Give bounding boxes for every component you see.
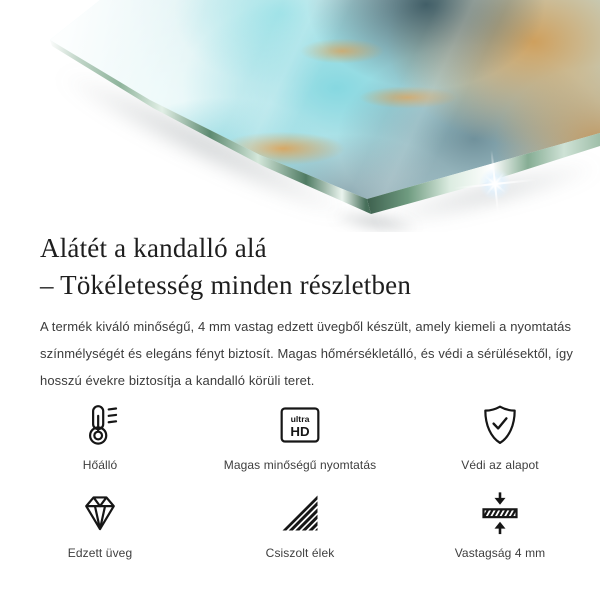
description-line: színmélységét és elegáns fényt biztosít. Magas hőmérsékletálló, és védi a sérülésektől, így	[40, 346, 573, 361]
svg-text:HD: HD	[290, 424, 310, 439]
description-line: A termék kiváló minőségű, 4 mm vastag edzett üvegből készült, amely kiemeli a nyomtatás	[40, 319, 572, 334]
feature-label: Vastagság 4 mm	[454, 546, 546, 560]
product-description	[40, 313, 573, 394]
feature-protects-base	[400, 402, 600, 472]
shield-check-icon	[478, 402, 522, 448]
feature-polished-edges	[200, 490, 400, 560]
feature-print-quality	[200, 402, 400, 472]
description-line: hosszú évekre biztosítja a kandalló körüli teret.	[40, 373, 315, 388]
feature-label: Hőálló	[82, 458, 118, 472]
svg-text:ultra: ultra	[290, 413, 310, 424]
feature-thickness	[400, 490, 600, 560]
polished-edges-icon	[279, 490, 321, 536]
ultra-hd-icon	[278, 402, 322, 448]
feature-tempered-glass	[0, 490, 200, 560]
thickness-icon	[478, 490, 522, 536]
feature-label: Magas minőségű nyomtatás	[223, 458, 377, 472]
title-line-1: Alátét a kandalló alá	[40, 233, 267, 263]
feature-label: Csiszolt élek	[265, 546, 335, 560]
diamond-icon	[78, 490, 122, 536]
feature-label: Védi az alapot	[461, 458, 539, 472]
feature-label: Edzett üveg	[67, 546, 133, 560]
product-photo	[0, 0, 600, 232]
feature-heat-resistant	[0, 402, 200, 472]
feature-grid	[0, 402, 600, 560]
page-title	[40, 230, 411, 304]
title-line-2: – Tökéletesség minden részletben	[40, 270, 412, 300]
thermometer-icon	[78, 402, 122, 448]
